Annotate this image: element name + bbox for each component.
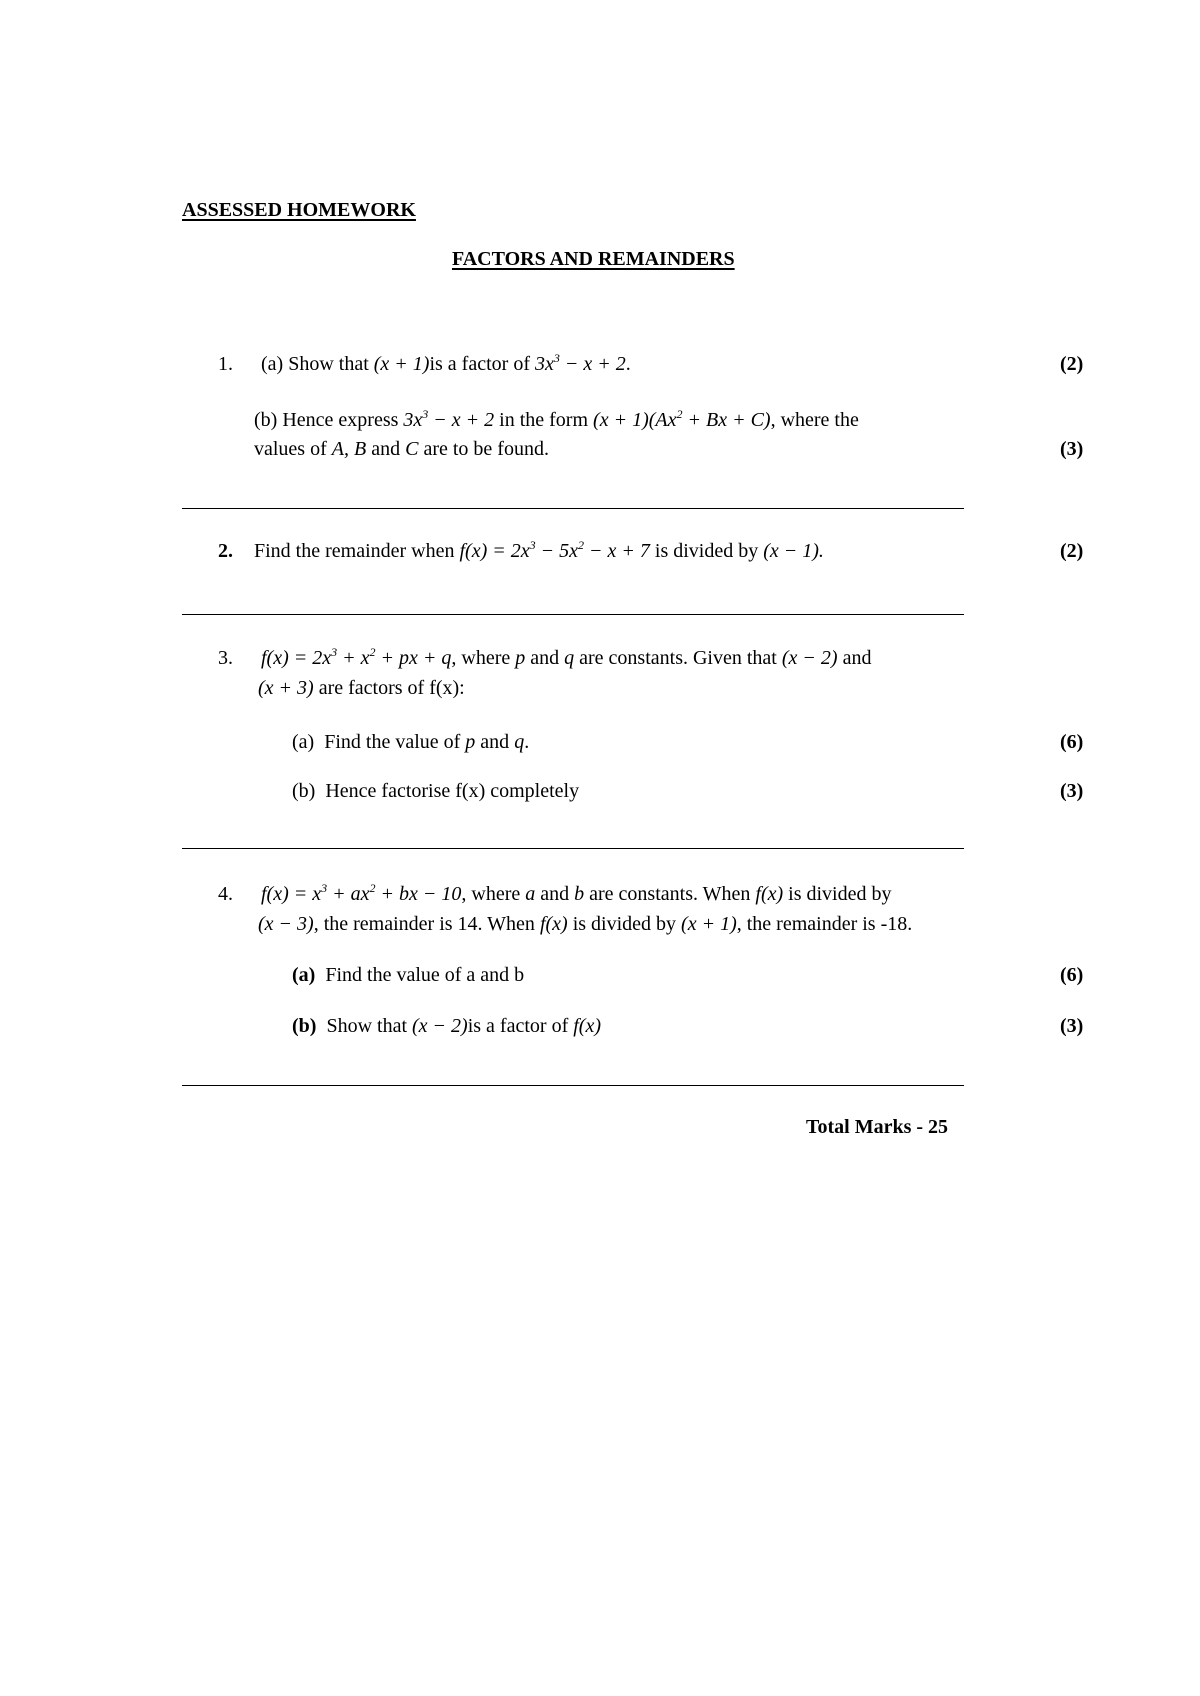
divider: [182, 614, 964, 615]
q2-text: Find the remainder when $f(x) = 2x^3 - 5x^2 - x + 7$ is divided by (x − 1).: [254, 538, 824, 562]
q3-factor2-expr: (x + 3): [258, 677, 314, 699]
divider: [182, 1085, 964, 1086]
q3b-marks: (3): [1060, 780, 1084, 802]
q4a-text: (a) Find the value of a and b: [292, 964, 525, 986]
assignment-heading: ASSESSED HOMEWORK: [182, 199, 416, 221]
q4-text-line1: $f(x) = x^3 + ax^2$ + bx − 10, where a and b are constants. When f(x) is divided by: [261, 881, 892, 905]
q2-function-expr: $f(x) = 2x^3 - 5x^2 - x + 7$: [459, 538, 650, 562]
q3-text-line2: (x + 3) are factors of f(x):: [258, 677, 465, 699]
q1b-form-expr: $(x + 1)(Ax^2 + Bx + C)$: [593, 407, 771, 431]
q1-number: 1.: [218, 353, 233, 375]
q4a-marks: (6): [1060, 964, 1084, 986]
divider: [182, 848, 964, 849]
q1b-marks: (3): [1060, 438, 1084, 460]
q2-divisor-expr: (x − 1).: [763, 540, 824, 562]
q3a-marks: (6): [1060, 731, 1084, 753]
q4b-marks: (3): [1060, 1015, 1084, 1037]
q3b-text: (b) Hence factorise f(x) completely: [292, 780, 580, 802]
q1b-text-line1: (b) Hence express $3x^3 - x + 2$ in the form $(x + 1)(Ax^2 + Bx + C)$, where the: [254, 407, 859, 431]
page-title: FACTORS AND REMAINDERS: [452, 248, 735, 270]
q3-function-expr: $f(x) = 2x^3 + x^2$ + px + q: [261, 645, 452, 669]
divider: [182, 508, 964, 509]
q4-text-line2: (x − 3), the remainder is 14. When f(x) is divided by (x + 1), the remainder is -18.: [258, 913, 913, 935]
q1b-poly-expr: $3x^3 - x + 2$: [403, 407, 495, 431]
q4-number: 4.: [218, 883, 233, 905]
q1a-factor-expr: (x + 1): [373, 353, 430, 375]
q4b-text: (b) Show that (x − 2)is a factor of f(x): [292, 1015, 601, 1037]
q3-factor1-expr: (x − 2): [781, 647, 838, 669]
q1a-text: (a) Show that (x + 1)is a factor of $3x^3 - x + 2$.: [261, 351, 631, 375]
q3-number: 3.: [218, 647, 233, 669]
q4b-factor-expr: (x − 2): [412, 1015, 468, 1037]
total-marks: Total Marks - 25: [806, 1116, 949, 1138]
q1a-poly-expr: $3x^3 - x + 2$: [534, 351, 626, 375]
q3-text-line1: $f(x) = 2x^3 + x^2$ + px + q, where p and q are constants. Given that (x − 2) and: [261, 645, 872, 669]
q4-function-expr: $f(x) = x^3 + ax^2$ + bx − 10: [261, 881, 462, 905]
q2-number: 2.: [218, 540, 233, 562]
q4-divisor2-expr: (x + 1): [681, 913, 737, 935]
q2-marks: (2): [1060, 540, 1084, 562]
q1b-text-line2: values of A, B and C are to be found.: [254, 438, 549, 460]
q3a-text: (a) Find the value of p and q.: [292, 731, 530, 753]
q4-divisor1-expr: (x − 3): [258, 913, 314, 935]
q1a-marks: (2): [1060, 353, 1084, 375]
